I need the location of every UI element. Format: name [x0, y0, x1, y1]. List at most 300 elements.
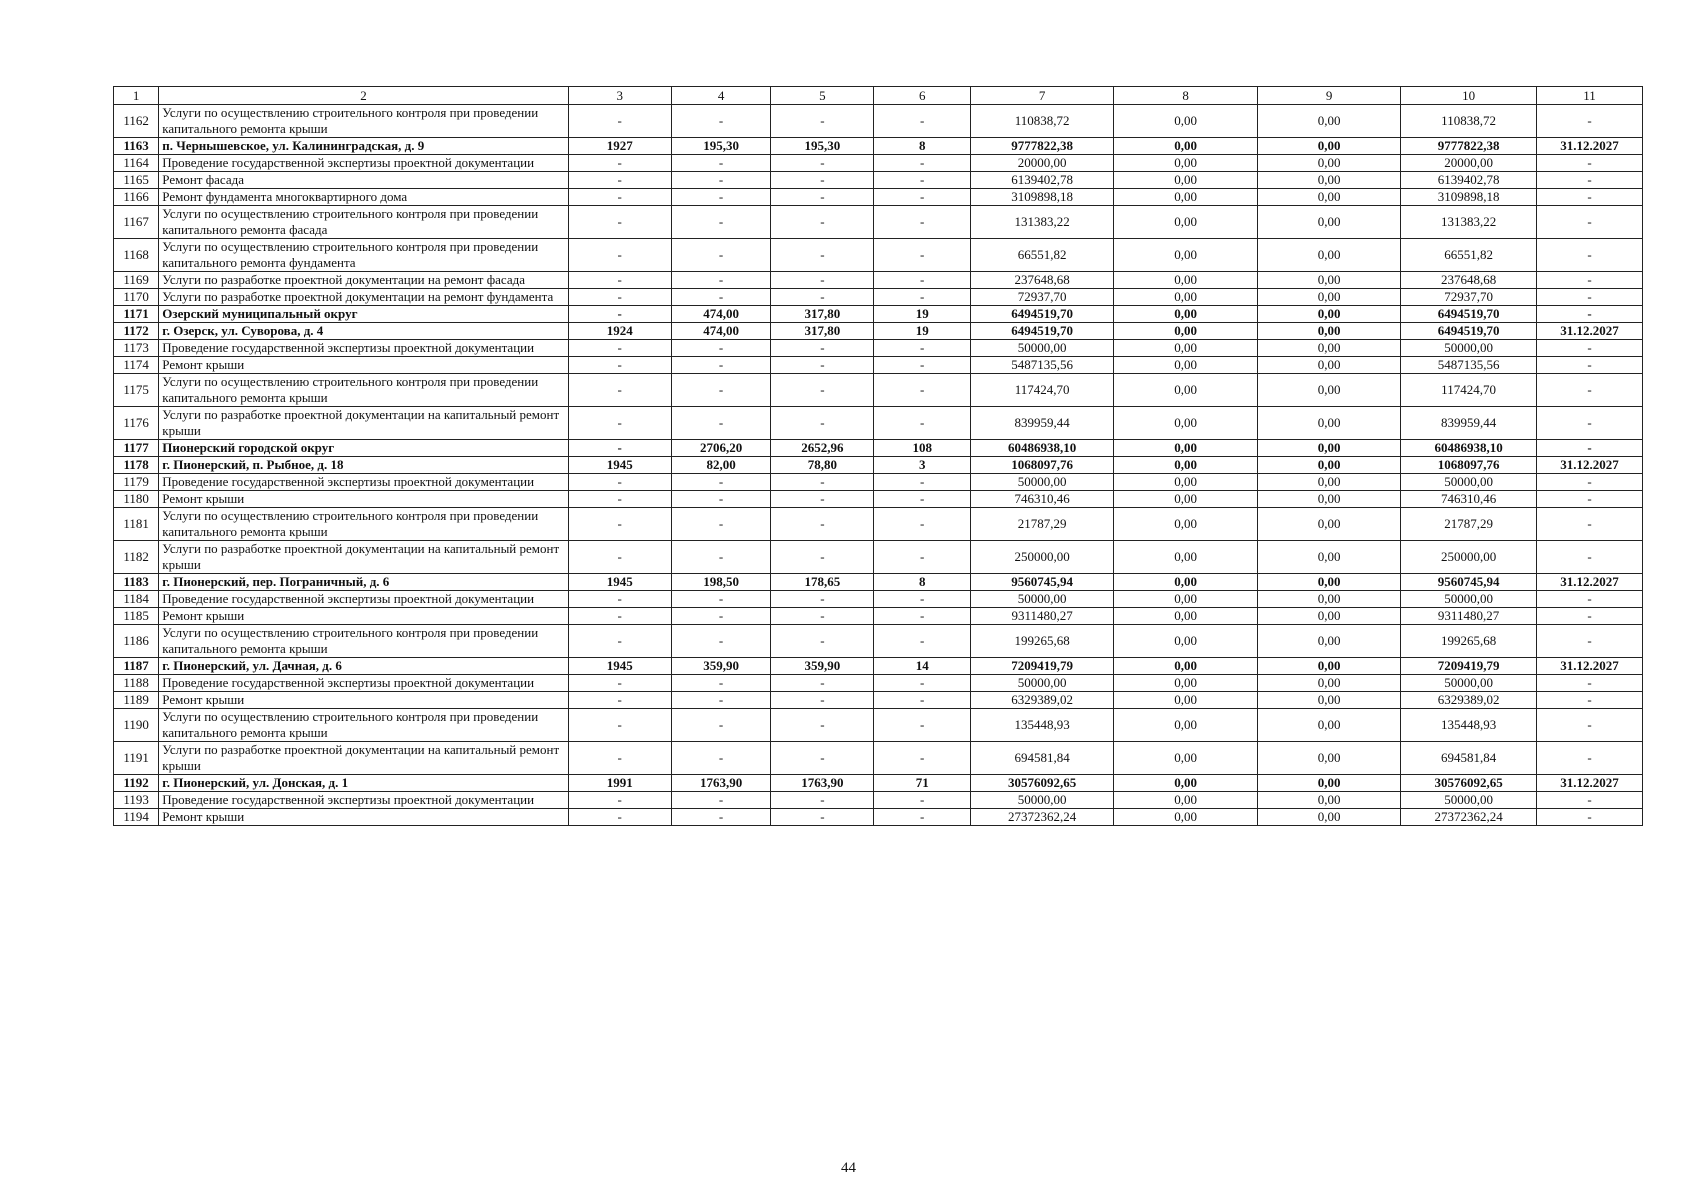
header-cell: 1	[114, 87, 159, 105]
col-4-cell: 2706,20	[671, 440, 771, 457]
col-6-cell: 19	[874, 306, 971, 323]
col-6-cell: -	[874, 742, 971, 775]
col-3-cell: 1927	[568, 138, 671, 155]
work-name-cell: Ремонт фундамента многоквартирного дома	[159, 189, 569, 206]
work-name-cell: Ремонт крыши	[159, 357, 569, 374]
col-9-cell: 0,00	[1258, 742, 1401, 775]
col-10-cell: 746310,46	[1401, 491, 1537, 508]
col-6-cell: 108	[874, 440, 971, 457]
col-6-cell: -	[874, 675, 971, 692]
col-9-cell: 0,00	[1258, 440, 1401, 457]
col-3-cell: -	[568, 792, 671, 809]
col-11-cell: -	[1536, 591, 1642, 608]
col-6-cell: -	[874, 692, 971, 709]
col-10-cell: 27372362,24	[1401, 809, 1537, 826]
row-number-cell: 1169	[114, 272, 159, 289]
col-11-cell: -	[1536, 155, 1642, 172]
col-7-cell: 199265,68	[971, 625, 1114, 658]
col-6-cell: -	[874, 508, 971, 541]
table-row	[114, 155, 1643, 172]
col-6-cell: 3	[874, 457, 971, 474]
col-4-cell: 474,00	[671, 306, 771, 323]
table-row	[114, 591, 1643, 608]
col-8-cell: 0,00	[1114, 272, 1258, 289]
col-10-cell: 237648,68	[1401, 272, 1537, 289]
col-5-cell: -	[771, 491, 874, 508]
table-row	[114, 323, 1643, 340]
col-4-cell: -	[671, 206, 771, 239]
col-10-cell: 110838,72	[1401, 105, 1537, 138]
col-8-cell: 0,00	[1114, 809, 1258, 826]
col-8-cell: 0,00	[1114, 374, 1258, 407]
table-row	[114, 809, 1643, 826]
table-row	[114, 775, 1643, 792]
col-8-cell: 0,00	[1114, 491, 1258, 508]
col-5-cell: -	[771, 289, 874, 306]
col-9-cell: 0,00	[1258, 508, 1401, 541]
row-number-cell: 1176	[114, 407, 159, 440]
col-7-cell: 110838,72	[971, 105, 1114, 138]
col-5-cell: -	[771, 374, 874, 407]
col-6-cell: -	[874, 155, 971, 172]
table-row	[114, 574, 1643, 591]
table-row	[114, 138, 1643, 155]
col-7-cell: 237648,68	[971, 272, 1114, 289]
col-4-cell: -	[671, 675, 771, 692]
header-cell: 11	[1536, 87, 1642, 105]
col-7-cell: 72937,70	[971, 289, 1114, 306]
col-3-cell: 1945	[568, 457, 671, 474]
col-8-cell: 0,00	[1114, 709, 1258, 742]
col-7-cell: 9311480,27	[971, 608, 1114, 625]
header-cell: 10	[1401, 87, 1537, 105]
col-5-cell: -	[771, 625, 874, 658]
col-3-cell: -	[568, 206, 671, 239]
col-8-cell: 0,00	[1114, 172, 1258, 189]
page-number: 44	[841, 1160, 856, 1176]
col-11-cell: -	[1536, 508, 1642, 541]
col-11-cell: -	[1536, 709, 1642, 742]
work-name-cell: Проведение государственной экспертизы проектной документации	[159, 591, 569, 608]
col-7-cell: 7209419,79	[971, 658, 1114, 675]
col-9-cell: 0,00	[1258, 541, 1401, 574]
col-11-cell: 31.12.2027	[1536, 457, 1642, 474]
col-10-cell: 6329389,02	[1401, 692, 1537, 709]
header-cell: 9	[1258, 87, 1401, 105]
col-9-cell: 0,00	[1258, 407, 1401, 440]
row-number-cell: 1171	[114, 306, 159, 323]
table-row	[114, 742, 1643, 775]
col-9-cell: 0,00	[1258, 289, 1401, 306]
col-10-cell: 60486938,10	[1401, 440, 1537, 457]
col-9-cell: 0,00	[1258, 608, 1401, 625]
col-6-cell: -	[874, 541, 971, 574]
col-5-cell: -	[771, 709, 874, 742]
col-11-cell: -	[1536, 608, 1642, 625]
col-8-cell: 0,00	[1114, 323, 1258, 340]
work-name-cell: Услуги по разработке проектной документации на капитальный ремонт крыши	[159, 541, 569, 574]
col-10-cell: 21787,29	[1401, 508, 1537, 541]
col-6-cell: 71	[874, 775, 971, 792]
col-10-cell: 50000,00	[1401, 474, 1537, 491]
col-4-cell: -	[671, 809, 771, 826]
col-9-cell: 0,00	[1258, 675, 1401, 692]
col-9-cell: 0,00	[1258, 792, 1401, 809]
col-11-cell: -	[1536, 792, 1642, 809]
col-7-cell: 131383,22	[971, 206, 1114, 239]
work-name-cell: Проведение государственной экспертизы проектной документации	[159, 792, 569, 809]
col-4-cell: -	[671, 591, 771, 608]
header-cell: 3	[568, 87, 671, 105]
col-6-cell: -	[874, 625, 971, 658]
table-row	[114, 306, 1643, 323]
col-3-cell: 1945	[568, 658, 671, 675]
table-row	[114, 457, 1643, 474]
col-4-cell: -	[671, 709, 771, 742]
col-7-cell: 746310,46	[971, 491, 1114, 508]
col-4-cell: -	[671, 374, 771, 407]
col-6-cell: -	[874, 272, 971, 289]
col-7-cell: 50000,00	[971, 474, 1114, 491]
col-3-cell: -	[568, 105, 671, 138]
col-10-cell: 9777822,38	[1401, 138, 1537, 155]
col-3-cell: -	[568, 491, 671, 508]
col-8-cell: 0,00	[1114, 608, 1258, 625]
row-number-cell: 1190	[114, 709, 159, 742]
row-number-cell: 1186	[114, 625, 159, 658]
row-number-cell: 1182	[114, 541, 159, 574]
col-4-cell: -	[671, 491, 771, 508]
header-cell: 4	[671, 87, 771, 105]
table-row	[114, 474, 1643, 491]
header-cell: 8	[1114, 87, 1258, 105]
col-8-cell: 0,00	[1114, 189, 1258, 206]
table-row	[114, 491, 1643, 508]
col-8-cell: 0,00	[1114, 155, 1258, 172]
col-7-cell: 3109898,18	[971, 189, 1114, 206]
col-5-cell: -	[771, 792, 874, 809]
col-7-cell: 9777822,38	[971, 138, 1114, 155]
col-7-cell: 30576092,65	[971, 775, 1114, 792]
col-5-cell: -	[771, 206, 874, 239]
col-6-cell: -	[874, 709, 971, 742]
col-10-cell: 839959,44	[1401, 407, 1537, 440]
col-4-cell: -	[671, 155, 771, 172]
col-10-cell: 9311480,27	[1401, 608, 1537, 625]
col-11-cell: -	[1536, 306, 1642, 323]
work-name-cell: г. Пионерский, ул. Донская, д. 1	[159, 775, 569, 792]
col-7-cell: 5487135,56	[971, 357, 1114, 374]
row-number-cell: 1166	[114, 189, 159, 206]
col-7-cell: 6139402,78	[971, 172, 1114, 189]
table-row	[114, 407, 1643, 440]
col-8-cell: 0,00	[1114, 340, 1258, 357]
col-7-cell: 50000,00	[971, 591, 1114, 608]
table-row	[114, 541, 1643, 574]
header-cell: 6	[874, 87, 971, 105]
col-9-cell: 0,00	[1258, 658, 1401, 675]
col-9-cell: 0,00	[1258, 775, 1401, 792]
col-3-cell: 1924	[568, 323, 671, 340]
col-6-cell: 14	[874, 658, 971, 675]
col-5-cell: -	[771, 172, 874, 189]
col-7-cell: 9560745,94	[971, 574, 1114, 591]
col-10-cell: 7209419,79	[1401, 658, 1537, 675]
col-5-cell: 317,80	[771, 306, 874, 323]
work-name-cell: г. Пионерский, пер. Пограничный, д. 6	[159, 574, 569, 591]
row-number-cell: 1180	[114, 491, 159, 508]
col-6-cell: 8	[874, 138, 971, 155]
col-8-cell: 0,00	[1114, 206, 1258, 239]
col-9-cell: 0,00	[1258, 189, 1401, 206]
col-4-cell: -	[671, 742, 771, 775]
table-row	[114, 189, 1643, 206]
col-4-cell: 359,90	[671, 658, 771, 675]
col-11-cell: -	[1536, 809, 1642, 826]
row-number-cell: 1165	[114, 172, 159, 189]
col-3-cell: -	[568, 239, 671, 272]
work-name-cell: Проведение государственной экспертизы проектной документации	[159, 340, 569, 357]
table-row	[114, 608, 1643, 625]
col-7-cell: 1068097,76	[971, 457, 1114, 474]
table-row	[114, 357, 1643, 374]
col-6-cell: -	[874, 809, 971, 826]
col-6-cell: -	[874, 172, 971, 189]
col-3-cell: -	[568, 508, 671, 541]
row-number-cell: 1193	[114, 792, 159, 809]
col-8-cell: 0,00	[1114, 457, 1258, 474]
col-8-cell: 0,00	[1114, 792, 1258, 809]
col-7-cell: 6494519,70	[971, 306, 1114, 323]
col-4-cell: -	[671, 608, 771, 625]
col-9-cell: 0,00	[1258, 457, 1401, 474]
col-3-cell: 1991	[568, 775, 671, 792]
col-10-cell: 9560745,94	[1401, 574, 1537, 591]
col-9-cell: 0,00	[1258, 692, 1401, 709]
col-5-cell: -	[771, 742, 874, 775]
col-5-cell: -	[771, 155, 874, 172]
col-4-cell: -	[671, 357, 771, 374]
col-11-cell: -	[1536, 239, 1642, 272]
col-9-cell: 0,00	[1258, 574, 1401, 591]
row-number-cell: 1185	[114, 608, 159, 625]
col-5-cell: 1763,90	[771, 775, 874, 792]
col-9-cell: 0,00	[1258, 591, 1401, 608]
col-11-cell: -	[1536, 742, 1642, 775]
col-4-cell: -	[671, 239, 771, 272]
col-10-cell: 6139402,78	[1401, 172, 1537, 189]
col-6-cell: -	[874, 792, 971, 809]
col-9-cell: 0,00	[1258, 239, 1401, 272]
col-11-cell: -	[1536, 340, 1642, 357]
col-7-cell: 6329389,02	[971, 692, 1114, 709]
col-4-cell: -	[671, 407, 771, 440]
row-number-cell: 1170	[114, 289, 159, 306]
col-4-cell: -	[671, 272, 771, 289]
col-3-cell: -	[568, 306, 671, 323]
col-3-cell: -	[568, 675, 671, 692]
col-3-cell: -	[568, 809, 671, 826]
col-11-cell: 31.12.2027	[1536, 775, 1642, 792]
col-11-cell: 31.12.2027	[1536, 138, 1642, 155]
work-name-cell: Услуги по разработке проектной документации на капитальный ремонт крыши	[159, 742, 569, 775]
work-name-cell: Ремонт крыши	[159, 692, 569, 709]
col-11-cell: -	[1536, 541, 1642, 574]
col-9-cell: 0,00	[1258, 323, 1401, 340]
col-10-cell: 5487135,56	[1401, 357, 1537, 374]
col-6-cell: -	[874, 608, 971, 625]
col-10-cell: 50000,00	[1401, 792, 1537, 809]
col-10-cell: 6494519,70	[1401, 306, 1537, 323]
col-10-cell: 72937,70	[1401, 289, 1537, 306]
col-5-cell: -	[771, 105, 874, 138]
col-3-cell: -	[568, 709, 671, 742]
col-7-cell: 20000,00	[971, 155, 1114, 172]
table-row	[114, 508, 1643, 541]
col-3-cell: -	[568, 742, 671, 775]
col-3-cell: -	[568, 272, 671, 289]
col-11-cell: -	[1536, 206, 1642, 239]
col-8-cell: 0,00	[1114, 306, 1258, 323]
col-5-cell: -	[771, 809, 874, 826]
col-5-cell: 178,65	[771, 574, 874, 591]
col-3-cell: 1945	[568, 574, 671, 591]
col-9-cell: 0,00	[1258, 491, 1401, 508]
col-3-cell: -	[568, 541, 671, 574]
col-5-cell: -	[771, 541, 874, 574]
col-9-cell: 0,00	[1258, 809, 1401, 826]
work-name-cell: Услуги по разработке проектной документации на ремонт фасада	[159, 272, 569, 289]
col-3-cell: -	[568, 289, 671, 306]
col-6-cell: -	[874, 189, 971, 206]
col-6-cell: 8	[874, 574, 971, 591]
col-3-cell: -	[568, 591, 671, 608]
col-7-cell: 60486938,10	[971, 440, 1114, 457]
col-8-cell: 0,00	[1114, 574, 1258, 591]
col-7-cell: 27372362,24	[971, 809, 1114, 826]
col-5-cell: 195,30	[771, 138, 874, 155]
col-3-cell: -	[568, 625, 671, 658]
work-name-cell: Услуги по осуществлению строительного контроля при проведении капитального ремонта крыши	[159, 105, 569, 138]
col-9-cell: 0,00	[1258, 357, 1401, 374]
col-8-cell: 0,00	[1114, 407, 1258, 440]
col-11-cell: -	[1536, 407, 1642, 440]
col-10-cell: 50000,00	[1401, 340, 1537, 357]
col-3-cell: -	[568, 407, 671, 440]
col-6-cell: -	[874, 357, 971, 374]
col-10-cell: 6494519,70	[1401, 323, 1537, 340]
row-number-cell: 1184	[114, 591, 159, 608]
col-10-cell: 694581,84	[1401, 742, 1537, 775]
col-5-cell: -	[771, 608, 874, 625]
col-11-cell: -	[1536, 172, 1642, 189]
work-name-cell: Услуги по разработке проектной документации на капитальный ремонт крыши	[159, 407, 569, 440]
col-11-cell: -	[1536, 625, 1642, 658]
header-cell: 7	[971, 87, 1114, 105]
col-4-cell: 195,30	[671, 138, 771, 155]
col-5-cell: -	[771, 692, 874, 709]
col-5-cell: -	[771, 357, 874, 374]
col-6-cell: -	[874, 491, 971, 508]
table-row	[114, 440, 1643, 457]
work-name-cell: Пионерский городской округ	[159, 440, 569, 457]
work-name-cell: Проведение государственной экспертизы проектной документации	[159, 474, 569, 491]
col-4-cell: -	[671, 474, 771, 491]
col-5-cell: 78,80	[771, 457, 874, 474]
col-4-cell: 198,50	[671, 574, 771, 591]
col-10-cell: 20000,00	[1401, 155, 1537, 172]
col-6-cell: -	[874, 289, 971, 306]
col-6-cell: -	[874, 407, 971, 440]
header-cell: 5	[771, 87, 874, 105]
col-3-cell: -	[568, 155, 671, 172]
table-row	[114, 105, 1643, 138]
work-name-cell: г. Озерск, ул. Суворова, д. 4	[159, 323, 569, 340]
work-name-cell: Ремонт фасада	[159, 172, 569, 189]
col-8-cell: 0,00	[1114, 541, 1258, 574]
col-7-cell: 6494519,70	[971, 323, 1114, 340]
col-6-cell: -	[874, 340, 971, 357]
work-name-cell: Ремонт крыши	[159, 809, 569, 826]
col-7-cell: 839959,44	[971, 407, 1114, 440]
work-name-cell: г. Пионерский, п. Рыбное, д. 18	[159, 457, 569, 474]
col-5-cell: -	[771, 272, 874, 289]
col-4-cell: 474,00	[671, 323, 771, 340]
col-10-cell: 3109898,18	[1401, 189, 1537, 206]
table-row	[114, 340, 1643, 357]
row-number-cell: 1172	[114, 323, 159, 340]
col-9-cell: 0,00	[1258, 374, 1401, 407]
row-number-cell: 1164	[114, 155, 159, 172]
col-4-cell: 82,00	[671, 457, 771, 474]
col-5-cell: -	[771, 407, 874, 440]
work-name-cell: Услуги по осуществлению строительного контроля при проведении капитального ремонта фундамента	[159, 239, 569, 272]
col-4-cell: -	[671, 541, 771, 574]
col-9-cell: 0,00	[1258, 306, 1401, 323]
col-6-cell: -	[874, 105, 971, 138]
col-9-cell: 0,00	[1258, 172, 1401, 189]
col-9-cell: 0,00	[1258, 474, 1401, 491]
col-5-cell: -	[771, 675, 874, 692]
row-number-cell: 1173	[114, 340, 159, 357]
col-10-cell: 66551,82	[1401, 239, 1537, 272]
col-6-cell: 19	[874, 323, 971, 340]
col-6-cell: -	[874, 474, 971, 491]
col-11-cell: -	[1536, 289, 1642, 306]
table-row	[114, 206, 1643, 239]
work-name-cell: Услуги по осуществлению строительного контроля при проведении капитального ремонта фасада	[159, 206, 569, 239]
work-name-cell: Проведение государственной экспертизы проектной документации	[159, 155, 569, 172]
col-4-cell: -	[671, 172, 771, 189]
col-10-cell: 1068097,76	[1401, 457, 1537, 474]
col-6-cell: -	[874, 374, 971, 407]
col-10-cell: 50000,00	[1401, 591, 1537, 608]
row-number-cell: 1187	[114, 658, 159, 675]
work-name-cell: г. Пионерский, ул. Дачная, д. 6	[159, 658, 569, 675]
col-9-cell: 0,00	[1258, 206, 1401, 239]
col-10-cell: 199265,68	[1401, 625, 1537, 658]
row-number-cell: 1174	[114, 357, 159, 374]
col-7-cell: 50000,00	[971, 340, 1114, 357]
col-7-cell: 117424,70	[971, 374, 1114, 407]
row-number-cell: 1188	[114, 675, 159, 692]
col-11-cell: -	[1536, 105, 1642, 138]
col-5-cell: 2652,96	[771, 440, 874, 457]
col-10-cell: 117424,70	[1401, 374, 1537, 407]
table-row	[114, 239, 1643, 272]
col-11-cell: -	[1536, 692, 1642, 709]
col-8-cell: 0,00	[1114, 775, 1258, 792]
